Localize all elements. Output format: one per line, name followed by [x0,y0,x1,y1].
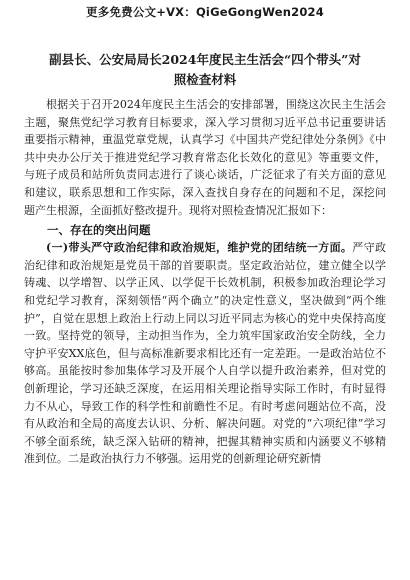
subsection-heading: (一)带头严守政治纪律和政治规矩，维护党的团结统一方面。 [46,241,353,255]
promo-banner: 更多免费公文+VX：QiGeGongWen2024 [86,5,324,19]
intro-paragraph: 根据关于召开2024年度民主生活会的安排部署，围绕这次民主生活会主题，聚焦党纪学习教育目标要求，深入学习贯彻习近平总书记重要讲话重要指示精神，重温党章党规，认真学习《中国共产党纪律处分条例》《中共中央办公厅关于推进党纪学习教育常态化长效化的意见》等重要文件，与班子成员和站所负责同志进行了谈心谈话，广泛征求了有关方面的意见和建议，联系思想和工作实际，深入查找自身存在的问题和不足，深挖问题产生根源，全面抓好整改提升。现将对照检查情况汇报如下： [24,98,386,217]
document-title: 副县长、公安局局长2024年度民主生活会“四个带头”对照检查材料 [49,52,361,87]
section-heading: 一、存在的突出问题 [47,223,151,238]
subsection-paragraph [24,239,386,468]
subsection-body: 严守政治纪律和政治规矩是党员干部的首要职责。坚定政治站位，建立健全以学铸魂、以学增智、以学正风、以学促干长效机制，积极参加政治理论学习和党纪学习教育，深刻领悟“两个确立”的决定性意义，坚决做到“两个维护”，自觉在思想上政治上行动上同以习近平同志为核心的党中央保持高度一致。坚持党的领导，主动担当作为，全力筑牢国家政治安全防线，全力守护平安XX底色，但与高标准新要求相比还有一定差距。一是政治站位不够高。虽能按时参加集体学习及开展个人自学以提升政治素养，但对党的创新理论，学习还缺乏深度，在运用相关理论指导实际工作时，有时显得力不从心，导致工作的科学性和前瞻性不足。有时考虑问题站位不高，没有从政治和全局的高度去认识、分析、解决问题。对党的“六项纪律”学习不够全面系统，缺乏深入钻研的精神，把握其精神实质和内涵要义不够精准到位。二是政治执行力不够强。运用党的创新理论研究新情 [24,241,386,466]
